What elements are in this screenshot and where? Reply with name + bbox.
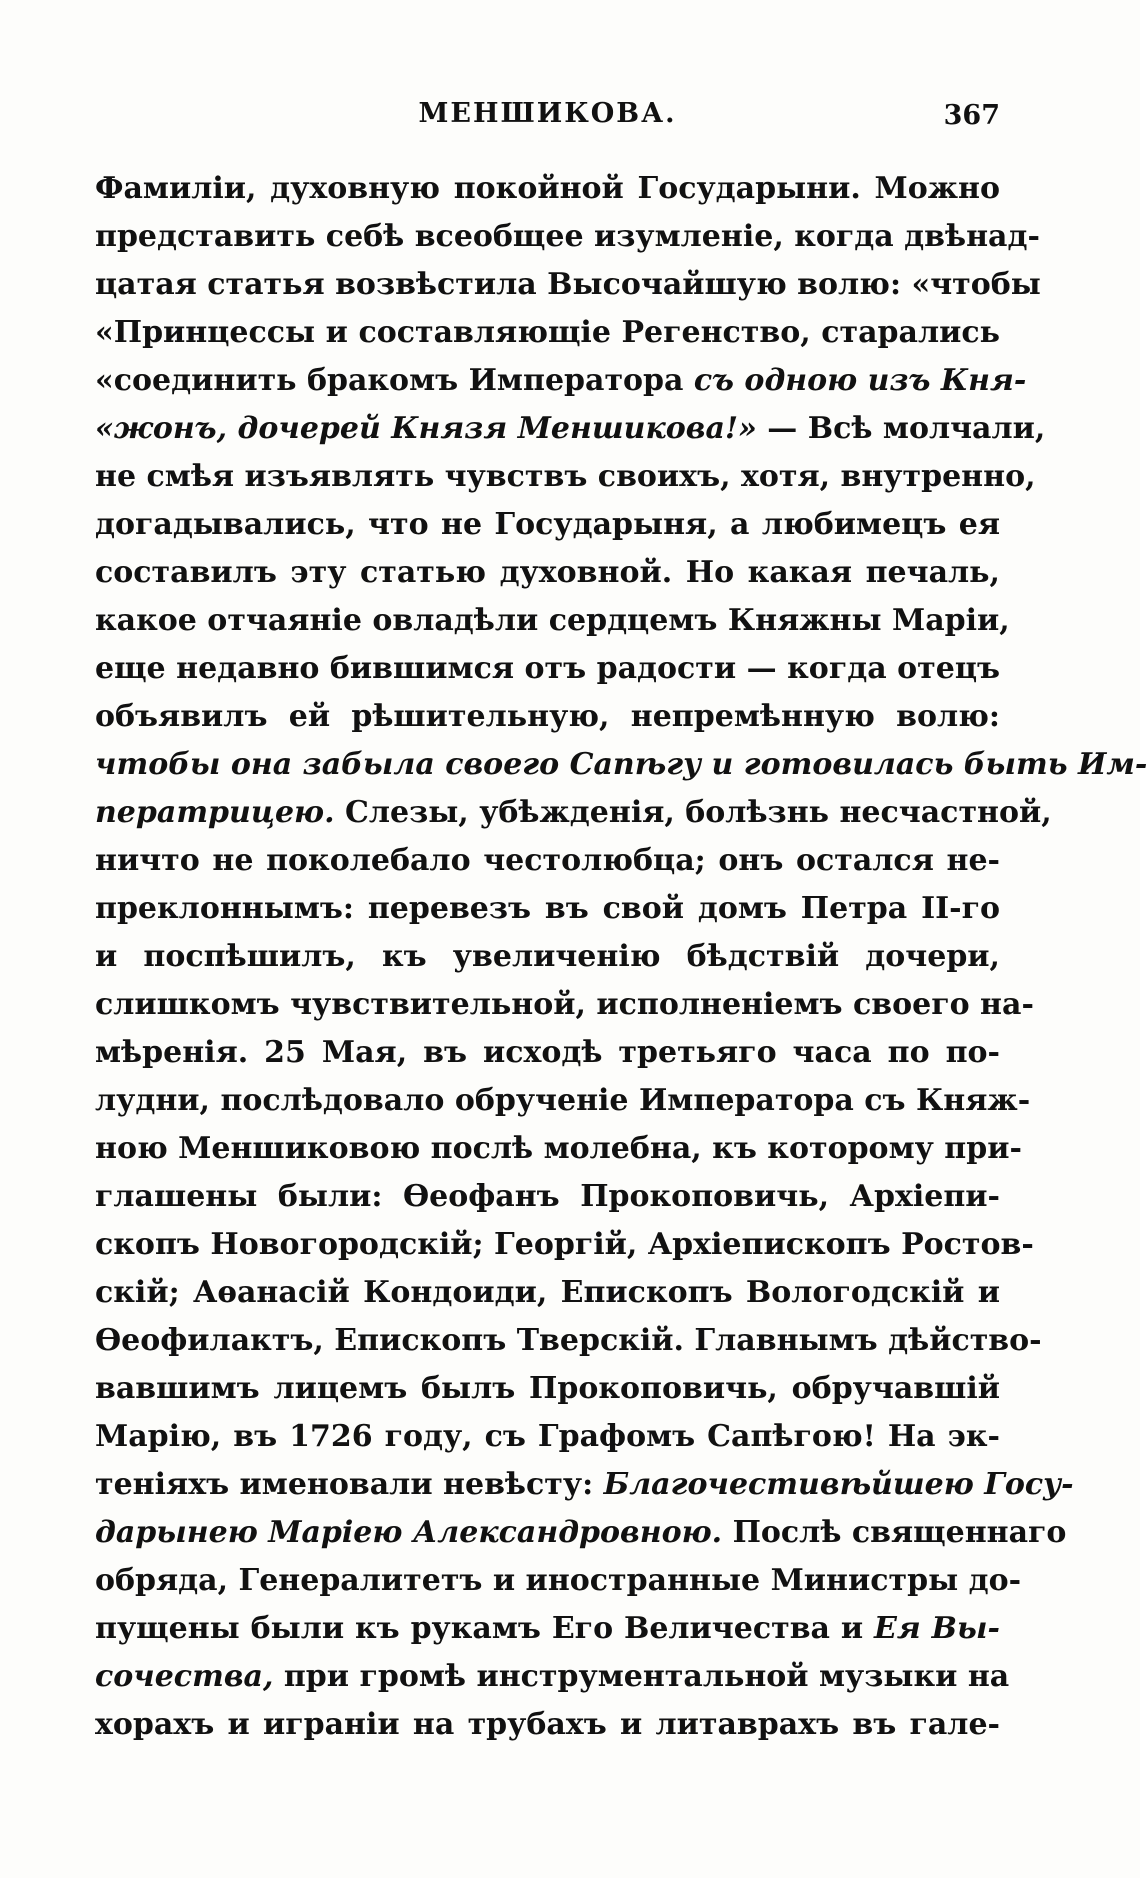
italic-text-segment: ператрицею. <box>95 795 335 830</box>
text-segment: Марію, въ 1726 году, съ Графомъ Сапѣгою! На эк- <box>95 1419 1000 1454</box>
text-segment: скій; Аѳанасій Кондоиди, Епископъ Вологодскій и <box>95 1275 1000 1310</box>
text-line <box>95 597 1010 645</box>
text-segment: «соединить бракомъ Императора <box>95 363 694 398</box>
italic-text-segment: чтобы она забыла своего Сапѣгу и готовилась быть Им- <box>95 747 1147 782</box>
text-line <box>95 549 1000 597</box>
text-line <box>95 1077 1031 1125</box>
text-segment: обряда, Генералитетъ и иностранные Министры до- <box>95 1563 1022 1598</box>
text-line <box>95 981 1034 1029</box>
text-segment: Послѣ священнаго <box>722 1515 1067 1550</box>
text-segment: и поспѣшилъ, къ увеличенію бѣдствій дочери, <box>95 939 1000 974</box>
italic-text-segment: «жонъ, дочерей Князя Меншикова!» <box>95 411 757 446</box>
running-head: МЕНШИКОВА. <box>418 98 677 129</box>
text-segment: цатая статья возвѣстила Высочайшую волю: «чтобы <box>95 267 1041 302</box>
text-segment: представить себѣ всеобщее изумленіе, когда двѣнад- <box>95 219 1040 254</box>
text-segment: слишкомъ чувствительной, исполненіемъ своего на- <box>95 987 1034 1022</box>
text-line <box>95 309 1000 357</box>
text-segment: «Принцессы и составляющіе Регенство, старались <box>95 315 1000 350</box>
italic-text-segment: Ея Вы- <box>874 1611 1000 1646</box>
text-line <box>95 165 1000 213</box>
text-line <box>95 261 1041 309</box>
text-segment: — Всѣ молчали, <box>756 411 1046 446</box>
text-line <box>95 1221 1034 1269</box>
text-line <box>95 357 1027 405</box>
text-line <box>95 1653 1010 1701</box>
text-line <box>95 789 1052 837</box>
text-line <box>95 1605 1000 1653</box>
text-line <box>95 741 1147 789</box>
body-text <box>95 165 1147 1749</box>
text-segment: мѣренія. 25 Мая, въ исходѣ третьяго часа по по- <box>95 1035 1000 1070</box>
page-number: 367 <box>943 100 1000 131</box>
page-header <box>95 98 1000 138</box>
text-line <box>95 501 1000 549</box>
text-line <box>95 453 1036 501</box>
italic-text-segment: Благочестивѣйшею Госу- <box>603 1467 1074 1502</box>
text-segment: преклоннымъ: перевезъ въ свой домъ Петра II-го <box>95 891 1000 926</box>
text-segment: ничто не поколебало честолюбца; онъ остался не- <box>95 843 1000 878</box>
text-segment: догадывались, что не Государыня, а любимецъ ея <box>95 507 1000 542</box>
text-segment: объявилъ ей рѣшительную, непремѣнную волю: <box>95 699 1000 734</box>
text-line <box>95 885 1000 933</box>
text-segment: лудни, послѣдовало обрученіе Императора съ Княж- <box>95 1083 1031 1118</box>
text-segment: не смѣя изъявлять чувствъ своихъ, хотя, внутренно, <box>95 459 1036 494</box>
text-segment: какое отчаяніе овладѣли сердцемъ Княжны Маріи, <box>95 603 1010 638</box>
text-line <box>95 933 1000 981</box>
text-segment: теніяхъ именовали невѣсту: <box>95 1467 604 1502</box>
text-line <box>95 1557 1022 1605</box>
italic-text-segment: сочества, <box>95 1659 274 1694</box>
text-line <box>95 837 1000 885</box>
text-line <box>95 1029 1000 1077</box>
text-line <box>95 1509 1067 1557</box>
text-line <box>95 1365 1000 1413</box>
text-segment: глашены были: Ѳеофанъ Прокоповичь, Архіепи- <box>95 1179 1000 1214</box>
text-line <box>95 1125 1022 1173</box>
text-line <box>95 1461 1074 1509</box>
text-line <box>95 213 1040 261</box>
italic-text-segment: дарынею Маріею Александровною. <box>95 1515 723 1550</box>
text-segment: составилъ эту статью духовной. Но какая печаль, <box>95 555 1000 590</box>
text-line <box>95 1413 1000 1461</box>
text-line <box>95 405 1046 453</box>
text-segment: скопъ Новогородскій; Георгій, Архіепископъ Ростов- <box>95 1227 1034 1262</box>
text-line <box>95 645 1000 693</box>
text-line <box>95 1269 1000 1317</box>
text-segment: Фамиліи, духовную покойной Государыни. Можно <box>95 171 1000 206</box>
text-segment: вавшимъ лицемъ былъ Прокоповичь, обручавшій <box>95 1371 1000 1406</box>
text-segment: пущены были къ рукамъ Его Величества и <box>95 1611 875 1646</box>
text-segment: ною Меншиковою послѣ молебна, къ которому при- <box>95 1131 1022 1166</box>
text-line <box>95 1173 1000 1221</box>
text-segment: Ѳеофилактъ, Епископъ Тверскій. Главнымъ дѣйство- <box>95 1323 1042 1358</box>
italic-text-segment: съ одною изъ Кня- <box>693 363 1027 398</box>
text-line <box>95 1317 1042 1365</box>
text-segment: еще недавно бившимся отъ радости — когда отецъ <box>95 651 1000 686</box>
text-line <box>95 693 1000 741</box>
text-segment: Слезы, убѣжденія, болѣзнь несчастной, <box>334 795 1052 830</box>
text-segment: хорахъ и играніи на трубахъ и литаврахъ въ гале- <box>95 1707 1000 1742</box>
text-segment: при громѣ инструментальной музыки на <box>273 1659 1010 1694</box>
text-line <box>95 1701 1000 1749</box>
